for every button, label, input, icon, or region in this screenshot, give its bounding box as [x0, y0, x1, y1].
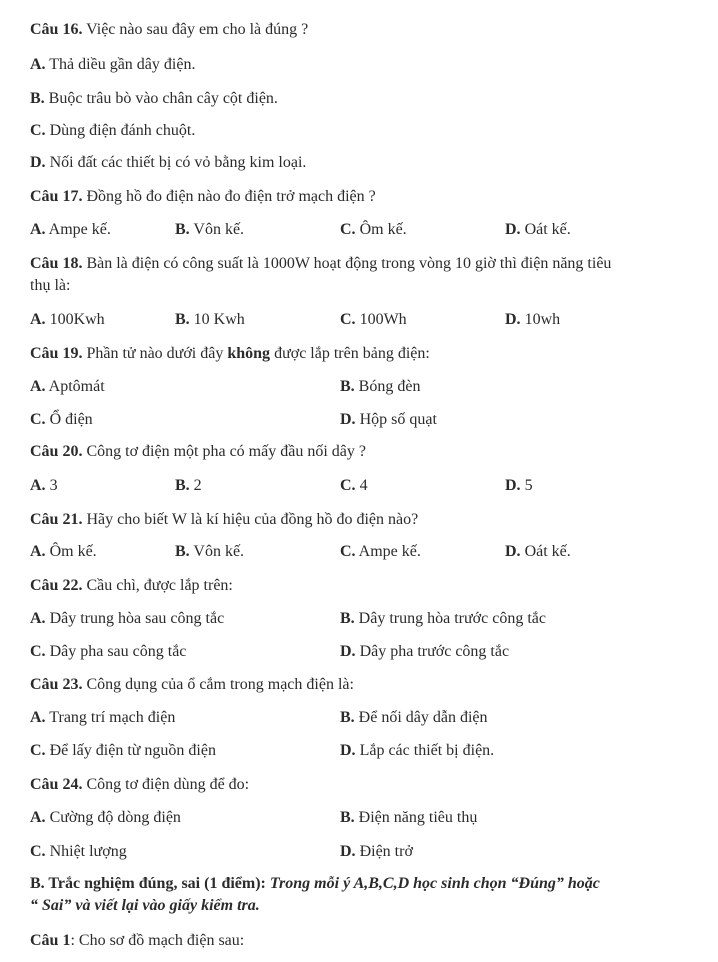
option-d	[340, 741, 494, 761]
question-18	[30, 254, 611, 274]
option-key: D.	[505, 311, 521, 328]
option-text: Điện trở	[355, 843, 413, 860]
option-d	[505, 220, 571, 240]
option-d	[340, 842, 413, 862]
question-text: Cầu chì, được lắp trên:	[82, 577, 233, 594]
option-a	[30, 542, 97, 562]
question-text: Công tơ điện dùng để đo:	[82, 776, 250, 793]
question-number: Câu 20.	[30, 443, 83, 460]
option-key: D.	[340, 742, 356, 759]
option-key: C.	[340, 221, 356, 238]
option-text: Hộp số quạt	[355, 411, 437, 428]
option-text: Dây trung hòa trước công tắc	[354, 610, 546, 627]
option-text: Vôn kế.	[189, 221, 245, 238]
question-23	[30, 675, 354, 695]
option-key: B.	[340, 709, 355, 726]
option-key: B.	[175, 221, 190, 238]
option-key: A.	[30, 311, 46, 328]
option-c	[340, 476, 368, 496]
option-c	[340, 220, 407, 240]
question-number: Câu 21.	[30, 511, 83, 528]
option-text: Bóng đèn	[354, 378, 421, 395]
option-key: A.	[30, 56, 46, 73]
section-instruction: Trong mỗi ý A,B,C,D học sinh chọn “Đúng” hoặc	[265, 875, 600, 892]
option-a	[30, 310, 105, 330]
question-19	[30, 344, 430, 364]
question-number: Câu 16.	[30, 21, 83, 38]
option-key: B.	[175, 477, 190, 494]
option-text: Aptômát	[45, 378, 105, 395]
option-key: B.	[340, 378, 355, 395]
option-c	[30, 741, 216, 761]
option-text: 100Kwh	[45, 311, 105, 328]
question-b1	[30, 931, 244, 951]
option-key: C.	[30, 742, 46, 759]
option-b	[340, 808, 477, 828]
option-b	[175, 310, 245, 330]
question-emphasis: không	[227, 345, 271, 362]
option-key: B.	[175, 543, 190, 560]
option-text: Nhiệt lượng	[45, 843, 127, 860]
option-key: C.	[30, 843, 46, 860]
question-number: Câu 19.	[30, 345, 83, 362]
option-d	[505, 476, 533, 496]
question-text: Hãy cho biết W là kí hiệu của đồng hồ đo điện nào?	[82, 511, 419, 528]
option-key: D.	[505, 477, 521, 494]
question-number: Câu 17.	[30, 188, 83, 205]
option-text: Trang trí mạch điện	[45, 709, 176, 726]
question-number: Câu 1	[30, 932, 71, 949]
option-key: C.	[30, 643, 46, 660]
question-number: Câu 22.	[30, 577, 83, 594]
option-d	[340, 410, 437, 430]
option-key: D.	[340, 411, 356, 428]
option-text: Dây trung hòa sau công tắc	[45, 610, 225, 627]
option-key: A.	[30, 709, 46, 726]
option-b	[175, 542, 244, 562]
option-c	[30, 121, 195, 141]
option-d	[30, 153, 306, 173]
question-text: Việc nào sau đây em cho là đúng ?	[82, 21, 309, 38]
option-a	[30, 377, 105, 397]
question-22	[30, 576, 233, 596]
option-key: A.	[30, 477, 46, 494]
question-number: Câu 18.	[30, 255, 83, 272]
option-a	[30, 609, 224, 629]
option-key: A.	[30, 378, 46, 395]
option-key: B.	[340, 610, 355, 627]
option-text: Lắp các thiết bị điện.	[355, 742, 495, 759]
option-b	[175, 220, 244, 240]
question-text: Bàn là điện có công suất là 1000W hoạt động trong vòng 10 giờ thì điện năng tiêu	[82, 255, 612, 272]
option-text: Buộc trâu bò vào chân cây cột điện.	[44, 90, 278, 107]
option-key: A.	[30, 543, 46, 560]
option-text: 2	[189, 477, 202, 494]
option-d	[340, 642, 509, 662]
option-a	[30, 476, 58, 496]
option-text: Oát kế.	[520, 543, 571, 560]
option-text: Để nối dây dẫn điện	[354, 709, 488, 726]
option-text: Vôn kế.	[189, 543, 245, 560]
option-text: Thả diều gần dây điện.	[45, 56, 196, 73]
option-text: Cường độ dòng điện	[45, 809, 181, 826]
option-key: B.	[30, 90, 45, 107]
option-text: Dùng điện đánh chuột.	[45, 122, 196, 139]
option-text: Ôm kế.	[45, 543, 97, 560]
option-text: Ampe kế.	[355, 543, 421, 560]
option-key: D.	[505, 543, 521, 560]
question-text: Công dụng của ổ cắm trong mạch điện là:	[82, 676, 354, 693]
option-text: Dây pha trước công tắc	[355, 643, 510, 660]
option-c	[340, 542, 421, 562]
option-c	[340, 310, 407, 330]
question-16	[30, 20, 308, 40]
option-c	[30, 410, 93, 430]
option-d	[505, 310, 560, 330]
option-text: 5	[520, 477, 533, 494]
section-title: B. Trắc nghiệm đúng, sai (1 điểm):	[30, 875, 266, 892]
question-24	[30, 775, 249, 795]
option-text: Nối đất các thiết bị có vỏ bằng kim loại.	[45, 154, 307, 171]
option-key: C.	[340, 477, 356, 494]
option-key: D.	[340, 643, 356, 660]
option-b	[340, 377, 420, 397]
question-number: Câu 23.	[30, 676, 83, 693]
question-21	[30, 510, 418, 530]
option-text: 10 Kwh	[189, 311, 245, 328]
option-text: 4	[355, 477, 368, 494]
option-key: A.	[30, 610, 46, 627]
option-text: Ampe kế.	[45, 221, 111, 238]
option-c	[30, 842, 127, 862]
option-a	[30, 55, 195, 75]
option-c	[30, 642, 186, 662]
question-number: Câu 24.	[30, 776, 83, 793]
option-key: D.	[505, 221, 521, 238]
option-key: A.	[30, 809, 46, 826]
question-text: Phần tử nào dưới đây	[82, 345, 228, 362]
question-text: Đồng hồ đo điện nào đo điện trở mạch điện ?	[82, 188, 376, 205]
option-text: Điện năng tiêu thụ	[354, 809, 478, 826]
question-17	[30, 187, 376, 207]
question-20	[30, 442, 366, 462]
option-key: C.	[340, 311, 356, 328]
question-text: Công tơ điện một pha có mấy đầu nối dây ?	[82, 443, 366, 460]
option-a	[30, 808, 181, 828]
option-text: Ôm kế.	[355, 221, 407, 238]
option-key: D.	[30, 154, 46, 171]
section-instruction-cont: “ Sai” và viết lại vào giấy kiểm tra.	[30, 897, 260, 914]
option-d	[505, 542, 571, 562]
option-key: A.	[30, 221, 46, 238]
option-text: 3	[45, 477, 58, 494]
option-key: C.	[30, 411, 46, 428]
question-text: : Cho sơ đồ mạch điện sau:	[70, 932, 245, 949]
option-b	[175, 476, 202, 496]
option-a	[30, 220, 111, 240]
option-text: Ổ điện	[45, 411, 93, 428]
option-text: Để lấy điện từ nguồn điện	[45, 742, 216, 759]
option-key: B.	[340, 809, 355, 826]
option-text: Dây pha sau công tắc	[45, 643, 187, 660]
option-key: D.	[340, 843, 356, 860]
option-key: B.	[175, 311, 190, 328]
option-b	[340, 609, 546, 629]
option-a	[30, 708, 175, 728]
option-key: C.	[340, 543, 356, 560]
option-text: 10wh	[520, 311, 561, 328]
option-b	[30, 89, 278, 109]
option-text: Oát kế.	[520, 221, 571, 238]
option-key: C.	[30, 122, 46, 139]
question-text: được lắp trên bảng điện:	[270, 345, 430, 362]
question-18-cont: thụ là:	[30, 277, 71, 294]
section-b-heading	[30, 874, 600, 894]
option-text: 100Wh	[355, 311, 407, 328]
option-b	[340, 708, 488, 728]
